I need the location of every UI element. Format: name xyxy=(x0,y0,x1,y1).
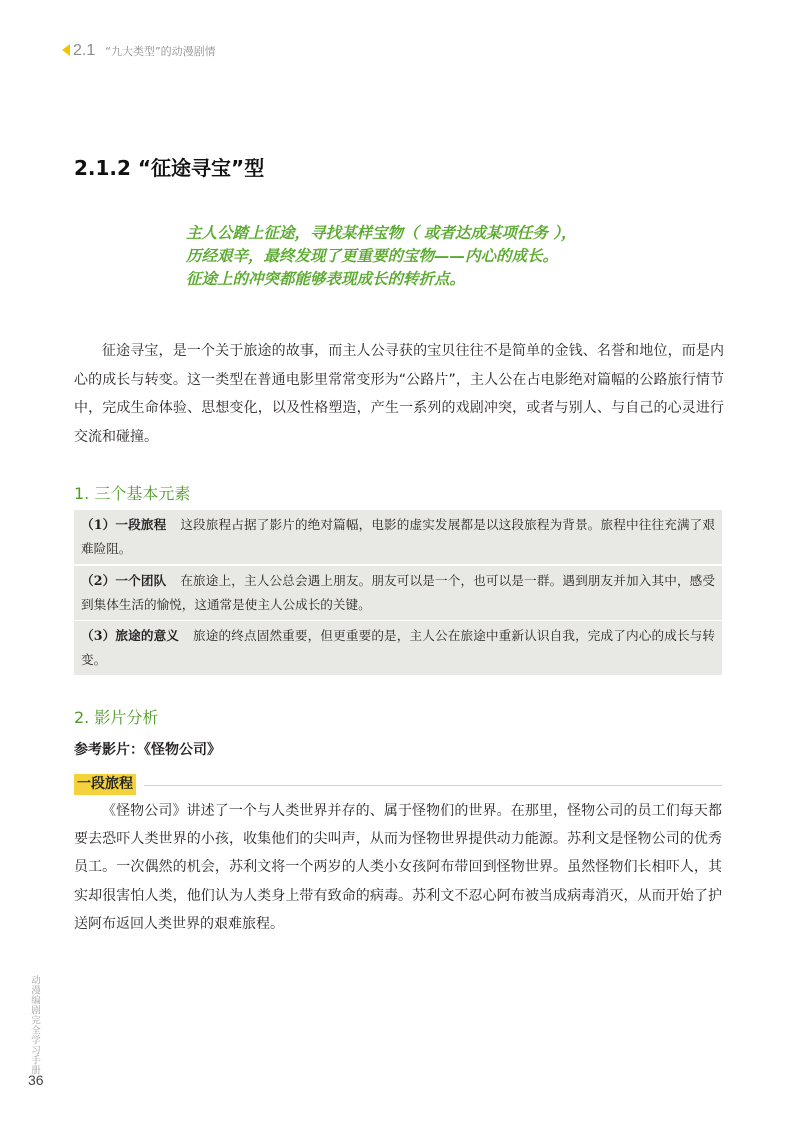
header-section-number: 2.1 xyxy=(73,42,96,59)
analysis-heading: 2. 影片分析 xyxy=(74,708,159,727)
element-key: （3）旅途的意义 xyxy=(81,628,180,643)
element-key: （2）一个团队 xyxy=(81,573,167,588)
chevron-left-icon xyxy=(62,44,70,56)
elements-heading: 1. 三个基本元素 xyxy=(74,484,191,503)
intro-paragraph: 征途寻宝，是一个关于旅途的故事，而主人公寻获的宝贝往往不是简单的金钱、名誉和地位，而是内心的成长与转变。这一类型在普通电影里常常变形为“公路片”，主人公在占电影绝对篇幅的公路旅行情节中，完成生命体验、思想变化，以及性格塑造，产生一系列的戏剧冲突，或者与别人、与自己的心灵进行交流和碰撞。 xyxy=(74,343,724,445)
element-text: 旅途的终点固然重要，但更重要的是，主人公在旅途中重新认识自我，完成了内心的成长与转变。 xyxy=(81,628,716,667)
subheading-row xyxy=(74,774,722,796)
element-box xyxy=(74,566,722,620)
element-text: 在旅途上，主人公总会遇上朋友。朋友可以是一个，也可以是一群。遇到朋友并加入其中，感受到集体生活的愉悦，这通常是使主人公成长的关键。 xyxy=(81,573,716,612)
book-title-sidebar: 动漫编剧完全学习手册 xyxy=(29,975,40,1075)
section-title: 2.1.2 “征途寻宝”型 xyxy=(74,156,265,180)
running-header xyxy=(62,42,216,60)
pull-quote-line: 征途上的冲突都能够表现成长的转折点。 xyxy=(186,270,466,288)
header-section-title: “九大类型”的动漫剧情 xyxy=(105,45,216,58)
reference-film: 参考影片：《怪物公司》 xyxy=(74,742,221,758)
pull-quote xyxy=(186,222,656,291)
element-box xyxy=(74,621,722,675)
pull-quote-line: 历经艰辛，最终发现了更重要的宝物——内心的成长。 xyxy=(186,247,559,265)
element-key: （1）一段旅程 xyxy=(81,517,167,532)
analysis-paragraph: 《怪物公司》讲述了一个与人类世界并存的、属于怪物们的世界。在那里，怪物公司的员工们每天都要去恐吓人类世界的小孩，收集他们的尖叫声，从而为怪物世界提供动力能源。苏利文是怪物公司的优秀员工。一次偶然的机会，苏利文将一个两岁的人类小女孩阿布带回到怪物世界。虽然怪物们长相吓人，其实却很害怕人类，他们认为人类身上带有致命的病毒。苏利文不忍心阿布被当成病毒消灭，从而开始了护送阿布返回人类世界的艰难旅程。 xyxy=(74,803,722,932)
element-box xyxy=(74,510,722,564)
pull-quote-line: 主人公踏上征途，寻找某样宝物（ 或者达成某项任务 ）， xyxy=(186,224,577,242)
element-text: 这段旅程占据了影片的绝对篇幅，电影的虚实发展都是以这段旅程为背景。旅程中往往充满了艰难险阻。 xyxy=(81,517,716,556)
page-number: 36 xyxy=(28,1072,44,1088)
subheading-tag: 一段旅程 xyxy=(74,774,136,795)
divider xyxy=(144,785,722,786)
